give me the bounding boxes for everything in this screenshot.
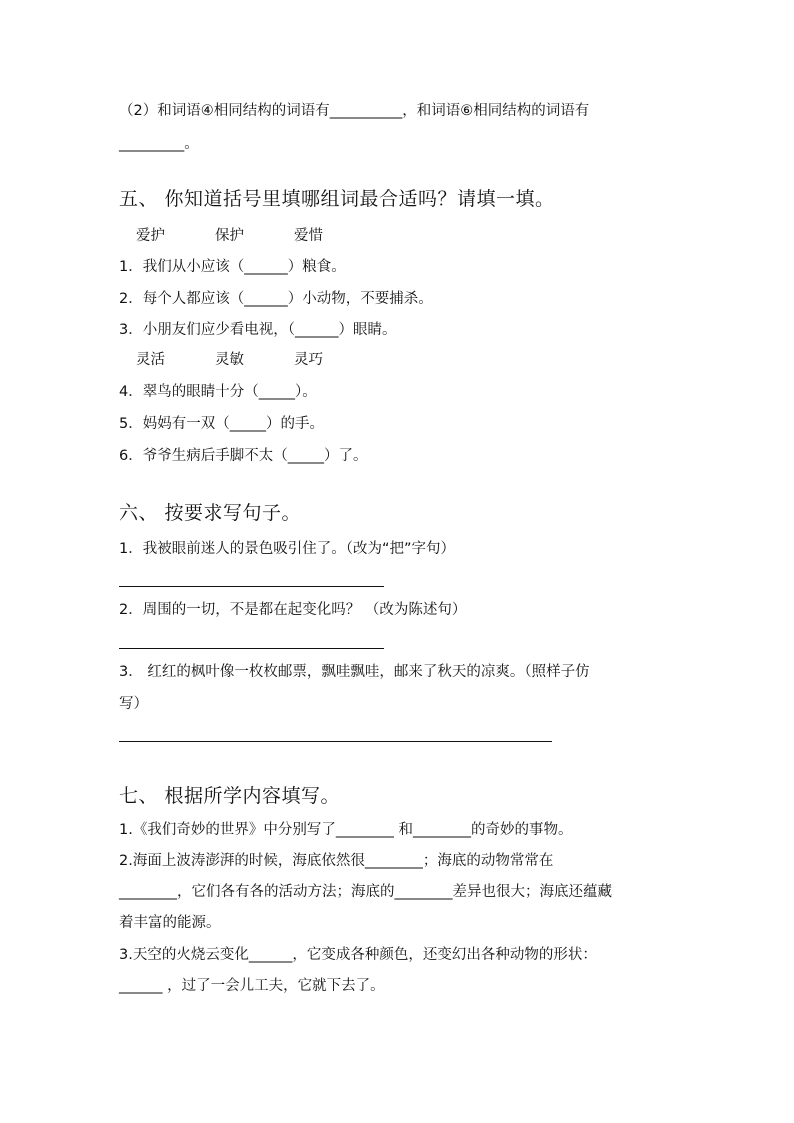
word-option: 灵活 bbox=[136, 352, 165, 368]
section6-heading: 六、 按要求写句子。 bbox=[119, 502, 302, 524]
section5-q2: 2．每个人都应该（______）小动物，不要捕杀。 bbox=[119, 291, 433, 307]
section7-q2-line2: ________，它们各有各的活动方法；海底的________差异也很大；海底还蕴藏 bbox=[119, 884, 612, 900]
section7-q1: 1.《我们奇妙的世界》中分别写了________ 和________的奇妙的事物。 bbox=[119, 822, 573, 838]
word-option: 灵敏 bbox=[215, 352, 244, 368]
section5-q6: 6．爷爷生病后手脚不太（_____）了。 bbox=[119, 448, 368, 464]
section5-q3: 3．小朋友们应少看电视，（______）眼睛。 bbox=[119, 322, 397, 338]
section7-q3-line1: 3.天空的火烧云变化______，它变成各种颜色，还变幻出各种动物的形状： bbox=[119, 947, 597, 963]
word-option: 灵巧 bbox=[294, 352, 323, 368]
section7-heading: 七、 根据所学内容填写。 bbox=[119, 785, 341, 807]
section6-q3-line2: 写） bbox=[119, 696, 148, 712]
answer-line bbox=[119, 586, 384, 587]
answer-line bbox=[119, 741, 552, 742]
section6-q3-line1: 3． 红红的枫叶像一枚枚邮票，飘哇飘哇，邮来了秋天的凉爽。（照样子仿 bbox=[119, 664, 590, 680]
section5-q4: 4．翠鸟的眼睛十分（_____）。 bbox=[119, 384, 317, 400]
section5-q5: 5．妈妈有一双（_____）的手。 bbox=[119, 416, 324, 432]
part4-q2-line1: （2）和词语④相同结构的词语有__________，和词语⑥相同结构的词语有 bbox=[119, 103, 590, 119]
word-option: 爱护 bbox=[136, 228, 165, 244]
section7-q2-line3: 着丰富的能源。 bbox=[119, 915, 221, 931]
answer-line bbox=[119, 648, 384, 649]
word-option: 保护 bbox=[215, 228, 244, 244]
section7-q2-line1: 2.海面上波涛澎湃的时候，海底依然很________；海底的动物常常在 bbox=[119, 853, 554, 869]
section5-word-group-1 bbox=[136, 226, 323, 246]
section7-q3-line2: ______ ，过了一会儿工夫，它就下去了。 bbox=[119, 978, 385, 994]
section5-word-group-2 bbox=[136, 350, 323, 370]
section6-q1: 1．我被眼前迷人的景色吸引住了。（改为“把”字句） bbox=[119, 541, 455, 557]
section6-q2: 2．周围的一切，不是都在起变化吗？ （改为陈述句） bbox=[119, 602, 467, 618]
part4-q2-line2: _________。 bbox=[119, 136, 199, 152]
section5-heading: 五、 你知道括号里填哪组词最合适吗？请填一填。 bbox=[119, 188, 555, 210]
section5-q1: 1．我们从小应该（______）粮食。 bbox=[119, 259, 346, 275]
word-option: 爱惜 bbox=[294, 228, 323, 244]
